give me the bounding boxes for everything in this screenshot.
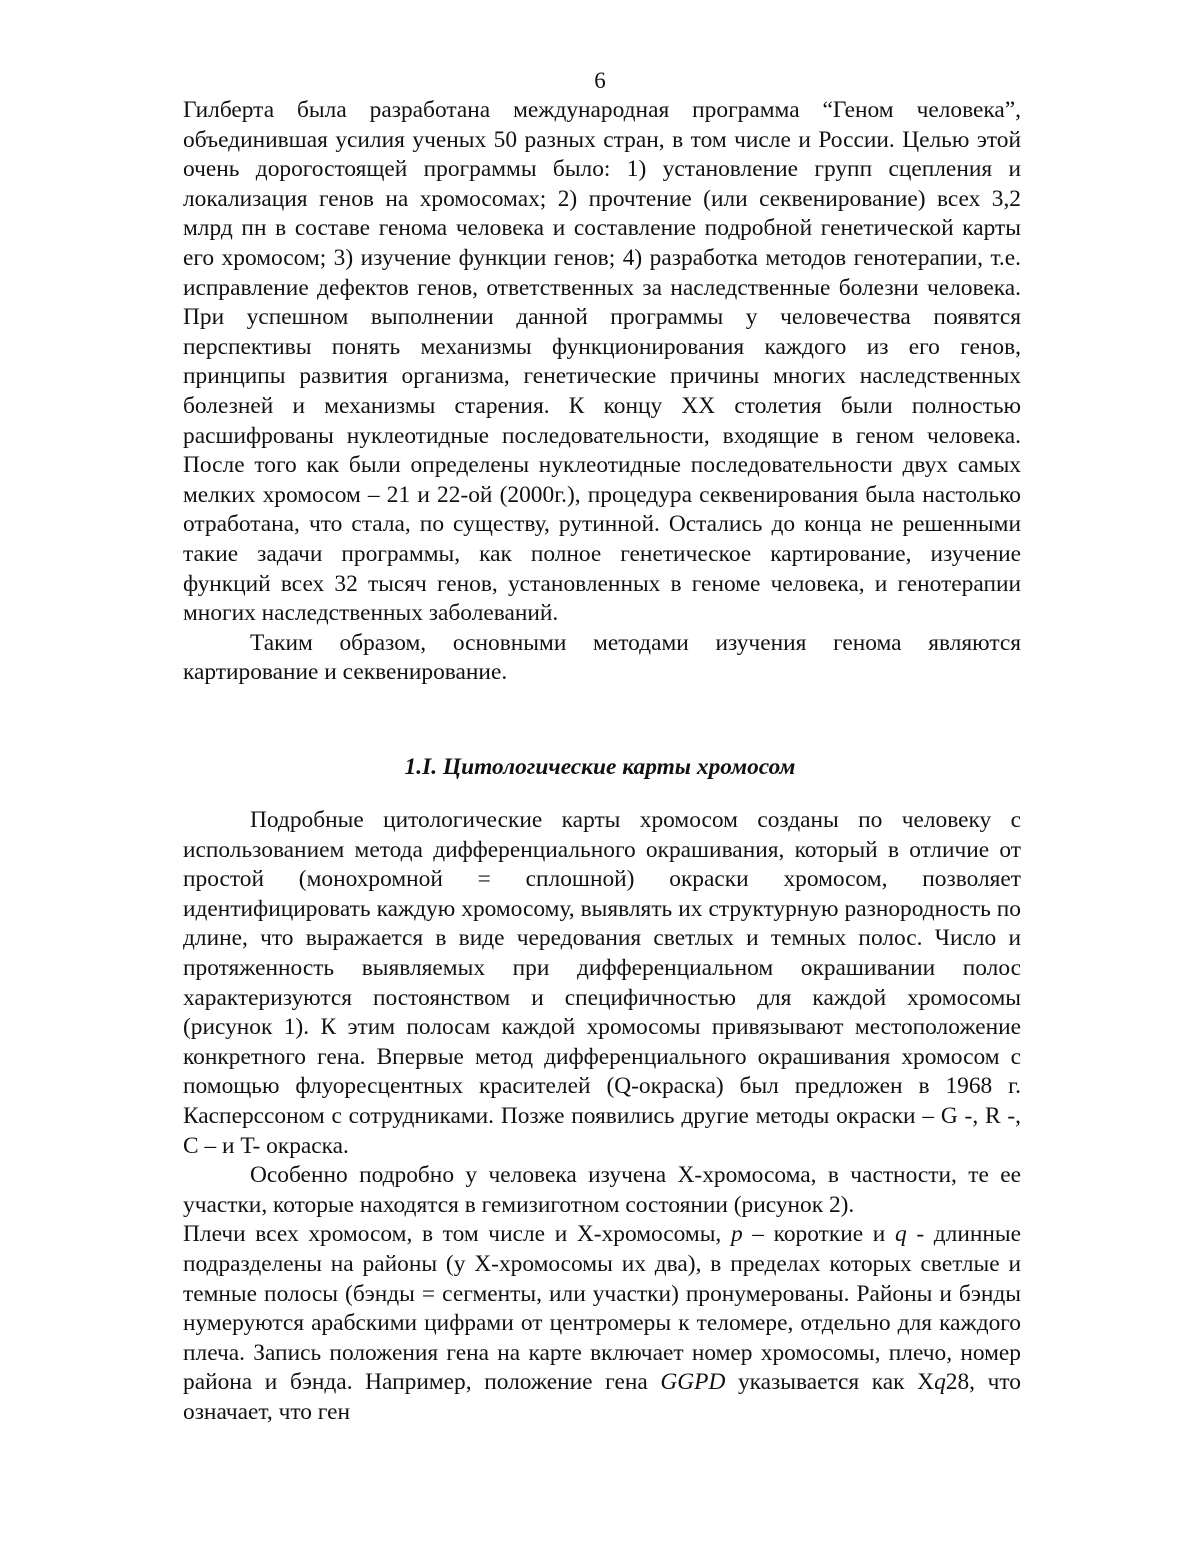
section-text <box>183 806 1021 1427</box>
paragraph-3-text-3: - длинные подразделены на районы (у Х-хромосомы их два), в пределах которых светлые и темные полосы (бэнды = сегменты, или участки) пронумерованы. Районы и бэнды нумеруются арабскими цифрами от центромеры к теломере, отдельно для каждого плеча. Запись положения гена на карте включает номер хромосомы, плечо, номер района и бэнда. Например, положение гена <box>183 1221 1021 1396</box>
intro-text <box>183 96 1021 688</box>
section-paragraph-3 <box>183 1220 1021 1427</box>
paragraph-3-text-5: 28, что означает, что ген <box>183 1369 1021 1425</box>
page-number: 6 <box>594 68 606 93</box>
intro-paragraph-1: Гилберта была разработана международная программа “Геном человека”, объединившая усилия ученых 50 разных стран, в том числе и России. Целью этой очень дорогостоящей программы было: 1) установление групп сцепления и локализация генов на хромосомах; 2) прочтение (или секвенирование) всех 3,2 млрд пн в составе генома человека и составление подробной генетической карты его хромосом; 3) изучение функции генов; 4) разработка методов генотерапии, т.е. исправление дефектов генов, ответственных за наследственные болезни человека. При успешном выполнении данной программы у человечества появятся перспективы понять механизмы функционирования каждого из его генов, принципы развития организма, генетические причины многих наследственных болезней и механизмы старения. К концу XX столетия были полностью расшифрованы нуклеотидные последовательности, входящие в геном человека. После того как были определены нуклеотидные последовательности двух самых мелких хромосом – 21 и 22-ой (2000г.), процедура секвенирования была настолько отработана, что стала, по существу, рутинной. Остались до конца не решенными такие задачи программы, как полное генетическое картирование, изучение функций всех 32 тысяч генов, установленных в геноме человека, и генотерапии многих наследственных заболеваний. <box>183 97 1021 627</box>
paragraph-3-text-2: – короткие и <box>742 1221 895 1248</box>
gene-name: GGPD <box>660 1369 726 1396</box>
paragraph-3-text-1: Плечи всех хромосом, в том числе и Х-хромосомы, <box>183 1221 731 1248</box>
locus-arm-symbol: q <box>934 1369 946 1396</box>
section-heading: 1.I. Цитологические карты хромосом <box>404 754 796 780</box>
section-paragraph-1: Подробные цитологические карты хромосом созданы по человеку с использованием метода дифференциального окрашивания, который в отличие от простой (монохромной = сплошной) окраски хромосом, позволяет идентифицировать каждую хромосому, выявлять их структурную разнородность по длине, что выражается в виде чередования светлых и темных полос. Число и протяженность выявляемых при дифференциальном окрашивании полос характеризуются постоянством и специфичностью для каждой хромосомы (рисунок 1). К этим полосам каждой хромосомы привязывают местоположение конкретного гена. Впервые метод дифференциального окрашивания хромосом с помощью флуоресцентных красителей (Q-окраска) был предложен в 1968 г. Касперссоном с сотрудниками. Позже появились другие методы окраски – G -, R -, C – и T- окраска. <box>183 807 1021 1159</box>
short-arm-symbol: p <box>730 1221 743 1248</box>
paragraph-3-text-4: указывается как X <box>725 1369 935 1396</box>
section-paragraph-2: Особенно подробно у человека изучена Х-хромосома, в частности, те ее участки, которые находятся в гемизиготном состоянии (рисунок 2). <box>183 1162 1021 1218</box>
long-arm-symbol: q <box>894 1221 907 1248</box>
intro-paragraph-2: Таким образом, основными методами изучения генома являются картирование и секвенирование. <box>183 629 1021 686</box>
